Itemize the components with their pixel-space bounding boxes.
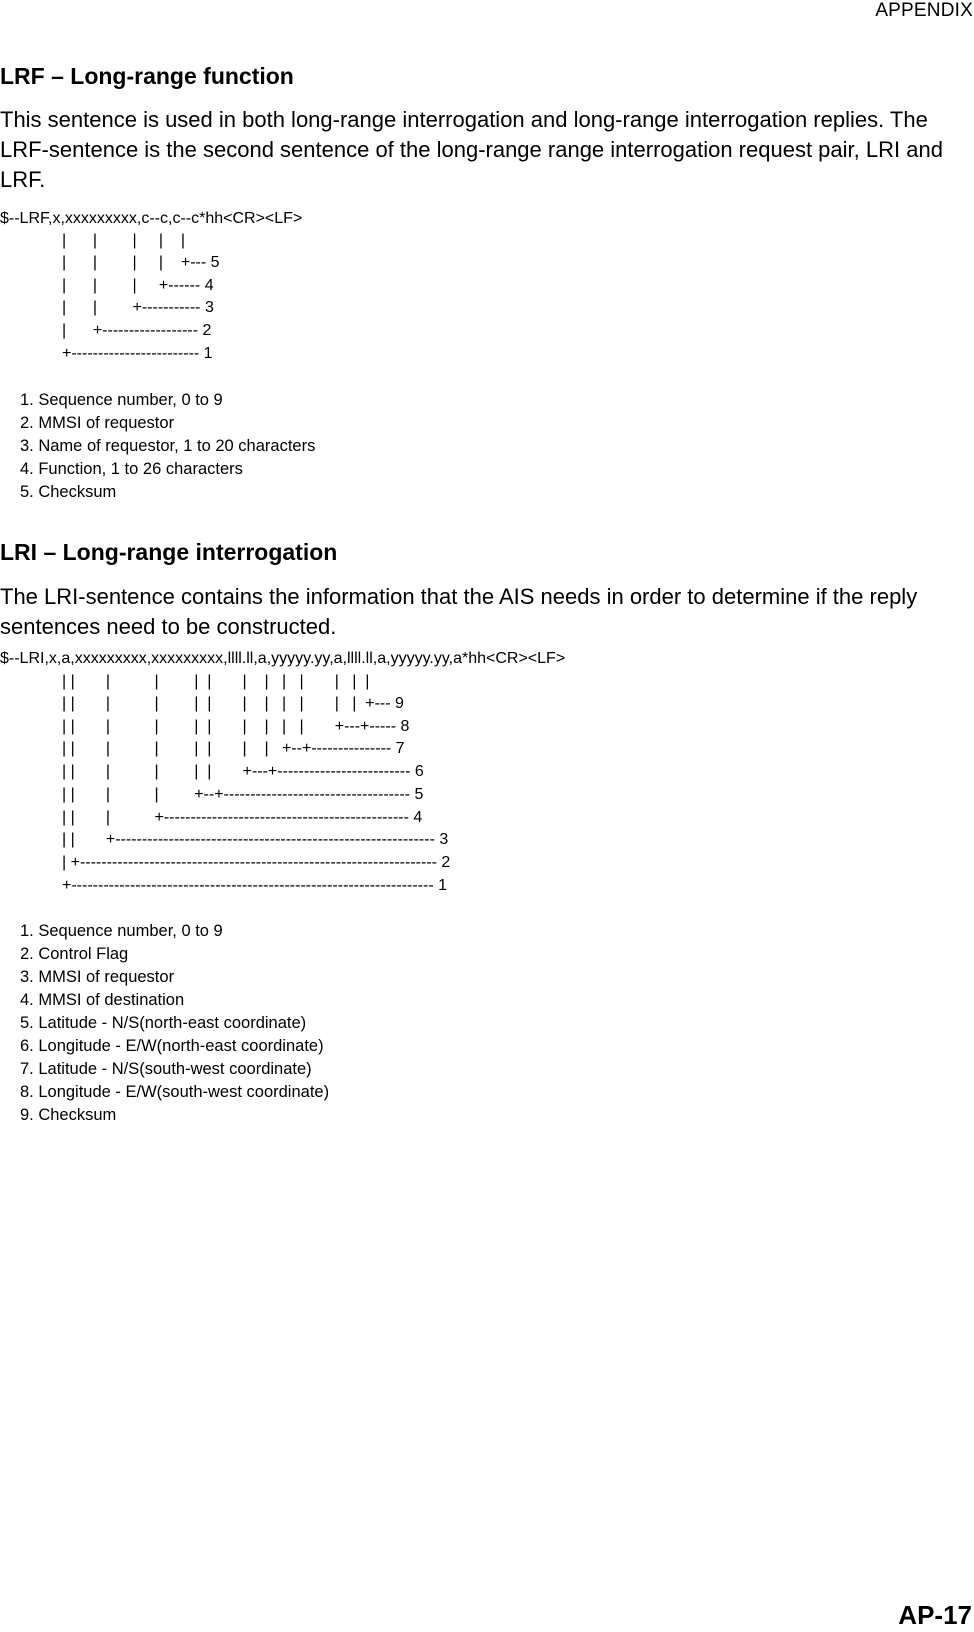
list-item: 3. Name of requestor, 1 to 20 characters: [20, 437, 316, 455]
lrf-diagram-line: | | | | |: [62, 232, 186, 249]
lri-heading: LRI – Long-range interrogation: [0, 539, 338, 565]
lri-diagram-line: | | +------------------------------------------------------------ 3: [62, 831, 449, 848]
running-header: APPENDIX: [875, 0, 973, 21]
list-item: 6. Longitude - E/W(north-east coordinate): [20, 1037, 324, 1055]
list-item: 3. MMSI of requestor: [20, 968, 175, 986]
list-item: 9. Checksum: [20, 1106, 117, 1124]
lri-diagram-line: | | | +---------------------------------------------- 4: [62, 809, 423, 826]
lrf-diagram-line: | | | +------ 4: [62, 277, 214, 294]
lri-diagram-line: | | | | | | | | | | | | +--- 9: [62, 695, 404, 712]
lrf-diagram-line: +------------------------ 1: [62, 345, 213, 362]
lrf-diagram-line: | +------------------ 2: [62, 322, 212, 339]
list-item: 8. Longitude - E/W(south-west coordinate): [20, 1083, 330, 1101]
list-item: 1. Sequence number, 0 to 9: [20, 391, 223, 409]
lri-sentence-format: $--LRI,x,a,xxxxxxxxx,xxxxxxxxx,llll.ll,a,yyyyy.yy,a,llll.ll,a,yyyyy.yy,a*hh<CR><LF>: [0, 650, 566, 667]
lrf-field-list: [20, 389, 315, 504]
lri-diagram-line: +-------------------------------------------------------------------- 1: [62, 877, 447, 894]
list-item: 5. Checksum: [20, 483, 117, 501]
lrf-sentence-format: $--LRF,x,xxxxxxxxx,c--c,c--c*hh<CR><LF>: [0, 210, 303, 227]
lri-diagram-line: | +------------------------------------------------------------------- 2: [62, 854, 451, 871]
list-item: 2. Control Flag: [20, 945, 129, 963]
lri-field-list: [20, 920, 329, 1127]
list-item: 2. MMSI of requestor: [20, 414, 175, 432]
lrf-heading: LRF – Long-range function: [0, 63, 294, 89]
lri-diagram-line: | | | | | | +---+------------------------- 6: [62, 763, 424, 780]
lrf-description: This sentence is used in both long-range interrogation and long-range interrogation replies. The LRF-sentence is the second sentence of the long-range range interrogation request pair, LRI and LRF.: [0, 107, 943, 192]
list-item: 5. Latitude - N/S(north-east coordinate): [20, 1014, 307, 1032]
lri-diagram-line: | | | | | | | | | | +---+----- 8: [62, 718, 410, 735]
lri-diagram-line: | | | | | | | | +--+--------------- 7: [62, 740, 405, 757]
page-number: AP-17: [898, 1600, 972, 1630]
lri-diagram-line: | | | | +--+----------------------------------- 5: [62, 786, 424, 803]
lrf-diagram-line: | | | | +--- 5: [62, 254, 220, 271]
list-item: 4. MMSI of destination: [20, 991, 185, 1009]
lrf-diagram-line: | | +----------- 3: [62, 299, 214, 316]
lri-diagram-line: | | | | | | | | | | | | |: [62, 673, 370, 690]
list-item: 7. Latitude - N/S(south-west coordinate): [20, 1060, 312, 1078]
list-item: 1. Sequence number, 0 to 9: [20, 922, 223, 940]
list-item: 4. Function, 1 to 26 characters: [20, 460, 243, 478]
lri-description: The LRI-sentence contains the information that the AIS needs in order to determine if the reply sentences need to be constructed.: [0, 584, 918, 639]
